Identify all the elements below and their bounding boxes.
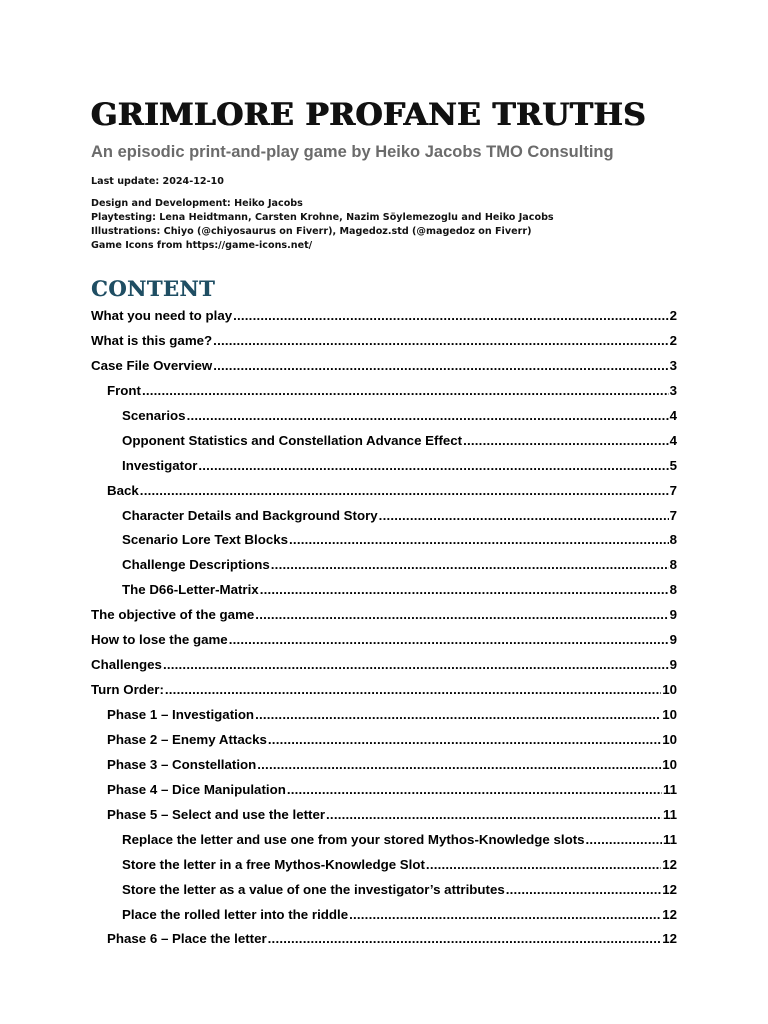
toc-entry[interactable] xyxy=(91,304,677,329)
toc-entry[interactable] xyxy=(91,354,677,379)
toc-entry-title: How to lose the game xyxy=(91,632,228,648)
toc-leader xyxy=(349,903,661,928)
toc-entry-page: 8 xyxy=(669,582,677,598)
toc-entry-title: Challenges xyxy=(91,657,162,673)
toc-leader xyxy=(165,678,661,703)
toc-entry[interactable] xyxy=(91,828,677,853)
toc-entry-title: Phase 6 – Place the letter xyxy=(107,931,267,947)
toc-entry-title: Character Details and Background Story xyxy=(122,507,378,523)
toc-entry-page: 7 xyxy=(669,482,677,498)
toc-leader xyxy=(213,354,668,379)
toc-leader xyxy=(255,703,661,728)
credit-icons: Game Icons from https://game-icons.net/ xyxy=(91,240,313,251)
toc-leader xyxy=(187,404,669,429)
credit-playtesting: Playtesting: Lena Heidtmann, Carsten Krohne, Nazim Söylemezoglu and Heiko Jacobs xyxy=(91,212,554,223)
toc-leader xyxy=(268,728,661,753)
toc-entry[interactable] xyxy=(91,878,677,903)
toc-entry-title: Opponent Statistics and Constellation Advance Effect xyxy=(122,432,463,448)
document-subtitle: An episodic print-and-play game by Heiko Jacobs TMO Consulting xyxy=(91,143,614,161)
toc-entry-page: 2 xyxy=(669,332,677,348)
toc-entry-page: 3 xyxy=(669,357,677,373)
toc-leader xyxy=(271,553,669,578)
toc-leader xyxy=(213,329,668,354)
toc-entry-page: 12 xyxy=(662,856,677,872)
toc-entry[interactable] xyxy=(91,778,677,803)
toc-entry-page: 10 xyxy=(662,756,677,772)
toc-entry[interactable] xyxy=(91,603,677,628)
toc-entry-title: Investigator xyxy=(122,457,198,473)
toc-entry[interactable] xyxy=(91,703,677,728)
toc-leader xyxy=(379,504,669,529)
toc-entry-page: 8 xyxy=(669,532,677,548)
toc-leader xyxy=(257,753,661,778)
toc-entry-title: Phase 3 – Constellation xyxy=(107,756,257,772)
credit-illustrations: Illustrations: Chiyo (@chiyosaurus on Fiverr), Magedoz.std (@magedoz on Fiverr) xyxy=(91,226,532,237)
toc-entry[interactable] xyxy=(91,504,677,529)
toc-entry-title: Challenge Descriptions xyxy=(122,557,270,573)
toc-leader xyxy=(287,778,662,803)
toc-entry[interactable] xyxy=(91,653,677,678)
toc-entry-title: The D66-Letter-Matrix xyxy=(122,582,259,598)
toc-entry-page: 4 xyxy=(669,432,677,448)
toc-leader xyxy=(326,803,662,828)
toc-entry-title: Scenarios xyxy=(122,407,186,423)
toc-entry-title: Store the letter as a value of one the investigator’s attributes xyxy=(122,881,505,897)
toc-entry[interactable] xyxy=(91,528,677,553)
credit-design: Design and Development: Heiko Jacobs xyxy=(91,198,303,209)
toc-entry-page: 7 xyxy=(669,507,677,523)
toc-leader xyxy=(140,479,669,504)
toc-entry-title: What you need to play xyxy=(91,308,233,323)
toc-leader xyxy=(142,379,669,404)
toc-leader xyxy=(506,878,661,903)
toc-entry-page: 4 xyxy=(669,407,677,423)
toc-entry[interactable] xyxy=(91,903,677,928)
toc-entry[interactable] xyxy=(91,803,677,828)
toc-entry-title: Phase 1 – Investigation xyxy=(107,707,255,722)
table-of-contents xyxy=(91,304,677,952)
toc-entry[interactable] xyxy=(91,728,677,753)
toc-entry-page: 5 xyxy=(669,457,677,473)
toc-entry-page: 12 xyxy=(662,906,677,922)
toc-entry[interactable] xyxy=(91,578,677,603)
toc-entry[interactable] xyxy=(91,429,677,454)
last-update: Last update: 2024-12-10 xyxy=(91,176,224,187)
toc-entry-title: The objective of the game xyxy=(91,607,255,623)
toc-entry-page: 8 xyxy=(669,557,677,573)
toc-entry-page: 12 xyxy=(662,881,677,897)
credits-block xyxy=(91,197,554,253)
toc-leader xyxy=(260,578,669,603)
toc-entry[interactable] xyxy=(91,379,677,404)
toc-entry-page: 11 xyxy=(662,806,677,822)
toc-entry[interactable] xyxy=(91,454,677,479)
toc-leader xyxy=(586,828,662,853)
toc-entry[interactable] xyxy=(91,404,677,429)
toc-entry-title: What is this game? xyxy=(91,332,213,348)
toc-leader xyxy=(255,603,668,628)
toc-entry-title: Front xyxy=(107,382,141,398)
toc-entry-page: 10 xyxy=(662,707,677,722)
toc-leader xyxy=(426,853,661,878)
document-title: GRIMLORE PROFANE TRUTHS xyxy=(91,97,647,133)
toc-entry-page: 12 xyxy=(662,931,677,947)
toc-entry-page: 2 xyxy=(669,308,677,323)
toc-leader xyxy=(198,454,668,479)
toc-leader xyxy=(268,927,662,952)
toc-entry-title: Scenario Lore Text Blocks xyxy=(122,532,289,548)
toc-entry-title: Store the letter in a free Mythos-Knowledge Slot xyxy=(122,856,425,872)
toc-entry-title: Replace the letter and use one from your stored Mythos-Knowledge slots xyxy=(122,831,585,847)
toc-entry[interactable] xyxy=(91,753,677,778)
toc-leader xyxy=(463,429,668,454)
toc-entry-title: Phase 5 – Select and use the letter xyxy=(107,806,326,822)
toc-entry-title: Turn Order: xyxy=(91,682,164,698)
toc-entry-page: 9 xyxy=(669,607,677,623)
toc-entry[interactable] xyxy=(91,553,677,578)
toc-leader xyxy=(229,628,669,653)
toc-entry[interactable] xyxy=(91,329,677,354)
toc-entry-page: 9 xyxy=(669,632,677,648)
toc-entry-page: 3 xyxy=(669,382,677,398)
contents-heading: CONTENT xyxy=(91,276,216,301)
toc-entry-title: Phase 2 – Enemy Attacks xyxy=(107,731,267,747)
toc-entry[interactable] xyxy=(91,479,677,504)
toc-entry-page: 9 xyxy=(669,657,677,673)
toc-entry-title: Place the rolled letter into the riddle xyxy=(122,906,349,922)
toc-leader xyxy=(163,653,669,678)
toc-entry[interactable] xyxy=(91,853,677,878)
toc-entry-page: 10 xyxy=(662,731,677,747)
toc-entry-title: Back xyxy=(107,482,139,498)
toc-entry-page: 11 xyxy=(662,781,677,797)
toc-entry[interactable] xyxy=(91,927,677,952)
toc-leader xyxy=(233,304,668,329)
toc-entry-title: Case File Overview xyxy=(91,357,213,373)
toc-entry-title: Phase 4 – Dice Manipulation xyxy=(107,781,286,797)
toc-entry[interactable] xyxy=(91,678,677,703)
toc-entry[interactable] xyxy=(91,628,677,653)
toc-entry-page: 10 xyxy=(662,682,677,698)
toc-entry-page: 11 xyxy=(662,831,677,847)
toc-leader xyxy=(289,528,669,553)
